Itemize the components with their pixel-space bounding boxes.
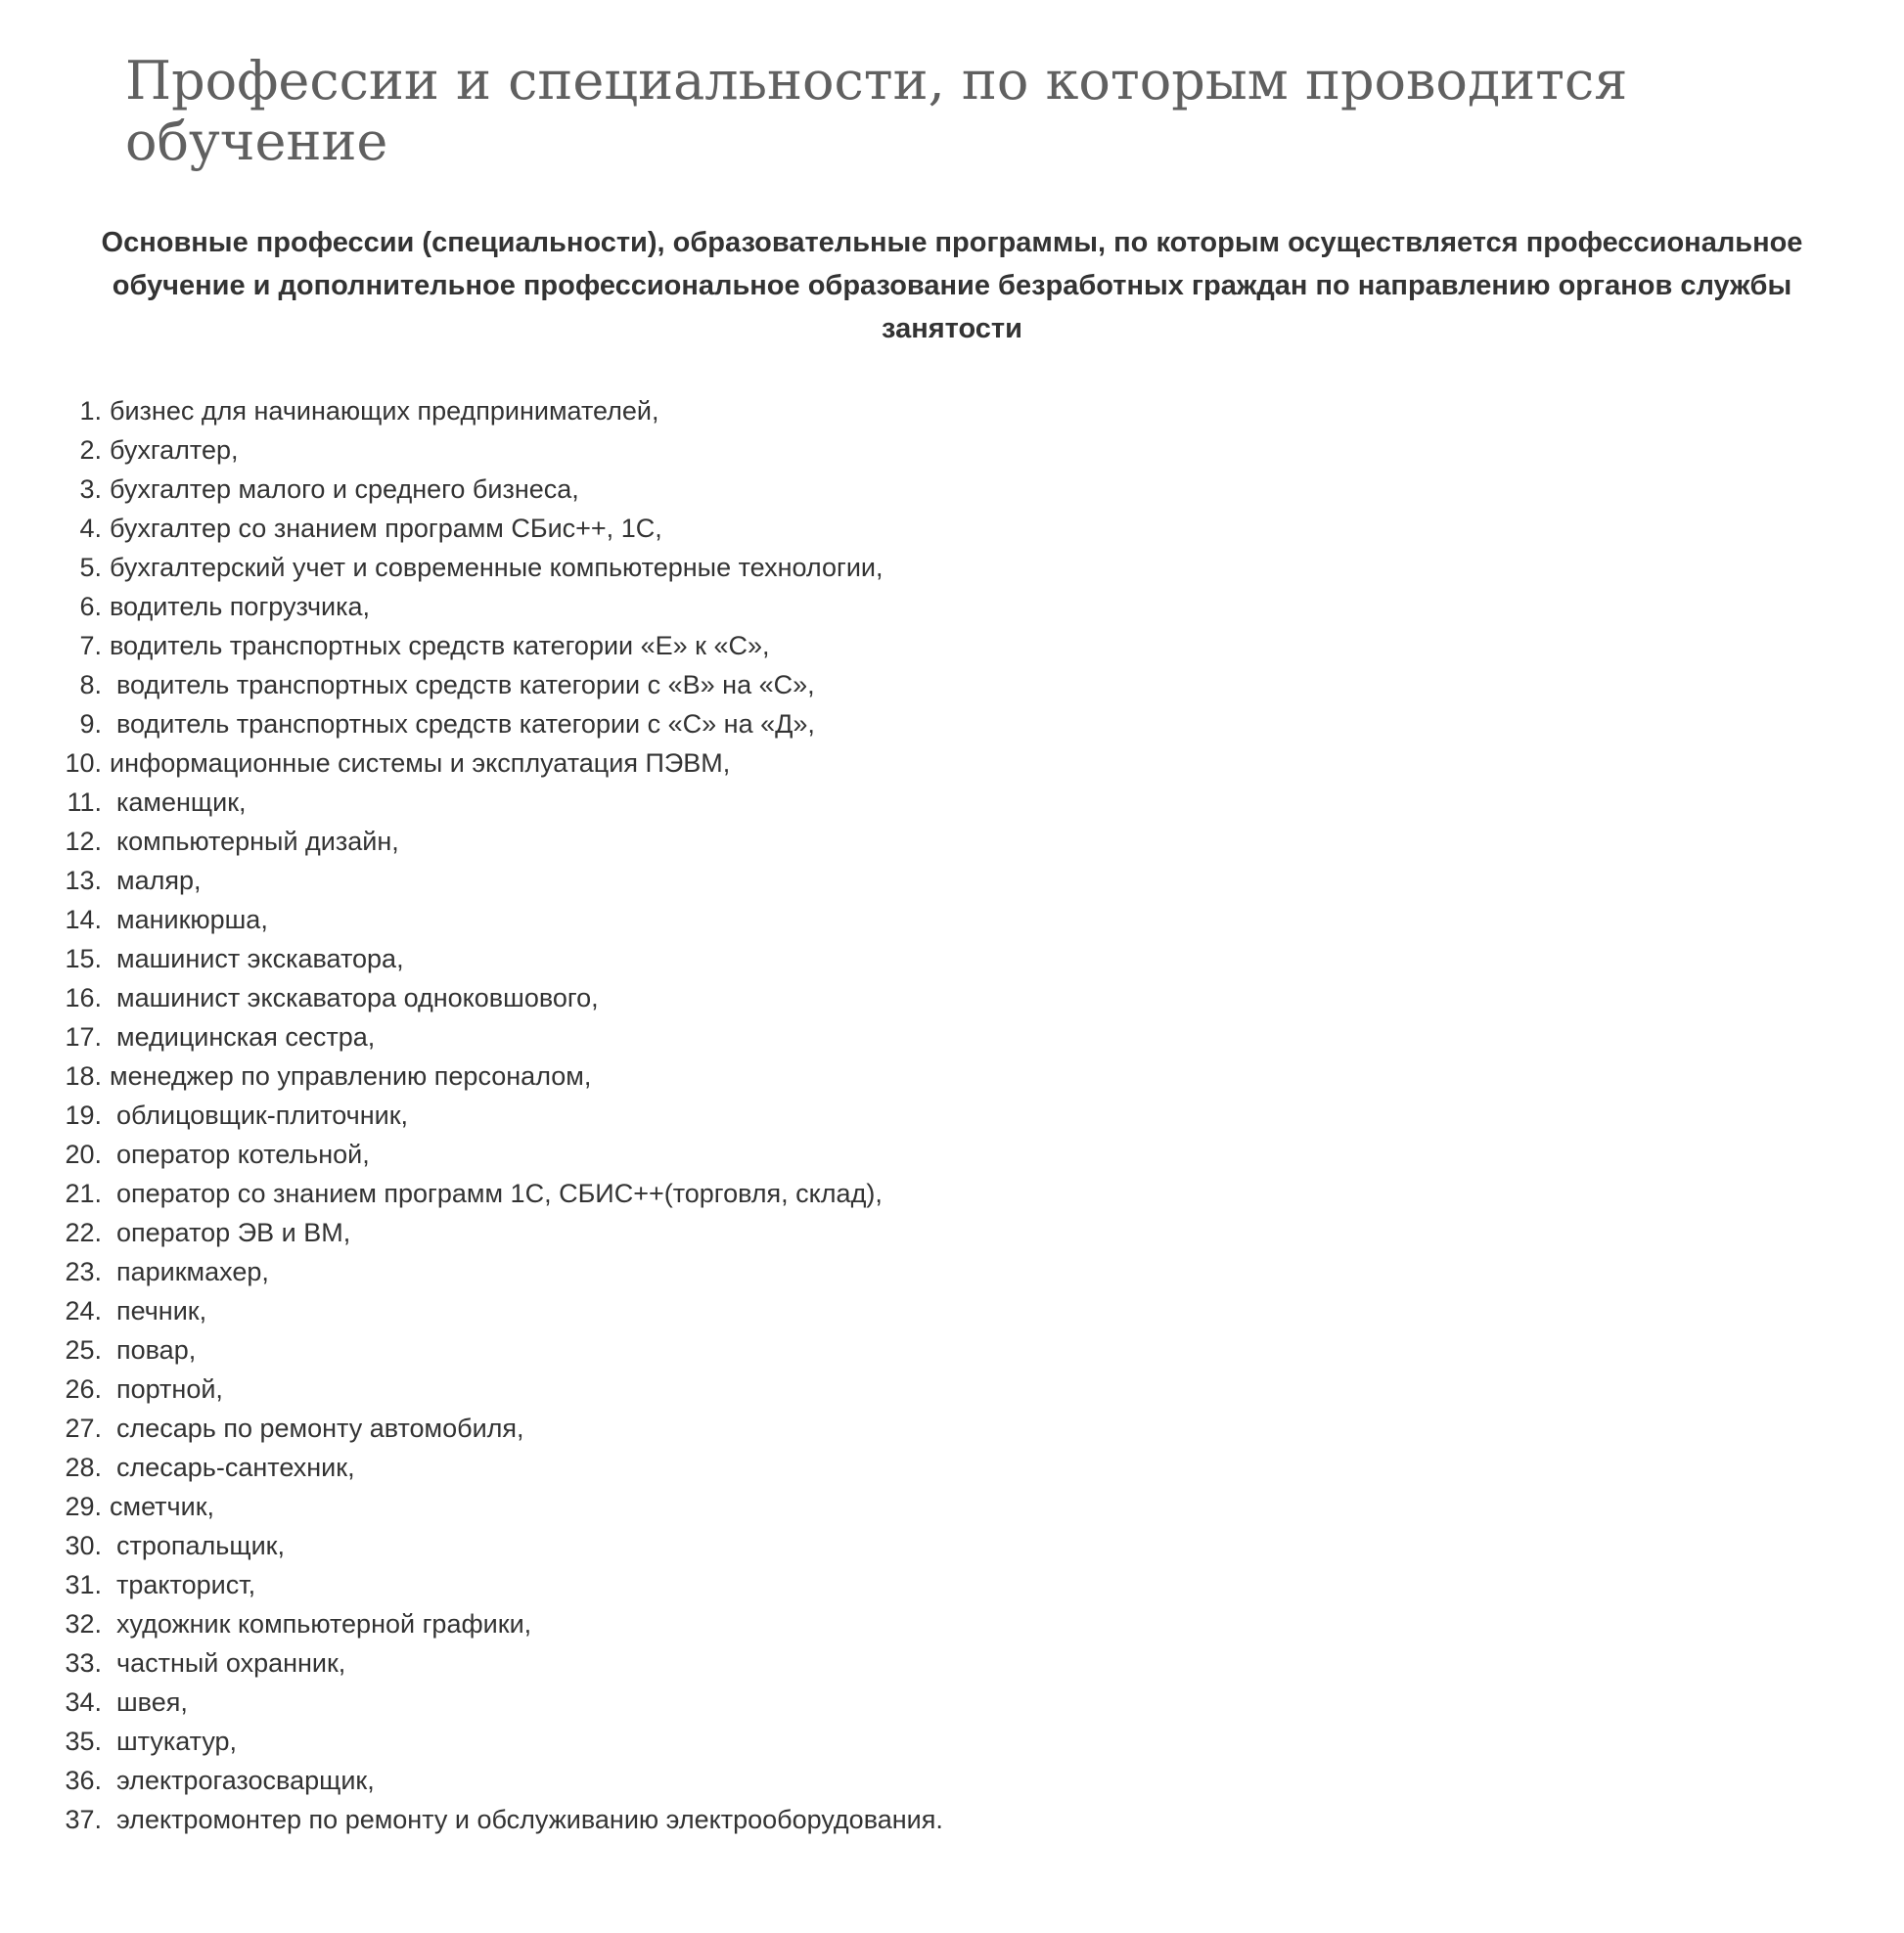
- list-item-number: 37.: [65, 1805, 102, 1834]
- list-item-number: 3.: [79, 474, 102, 504]
- list-item-number: 14.: [65, 905, 102, 934]
- list-item-label: частный охранник,: [116, 1648, 346, 1678]
- list-item-number: 30.: [65, 1531, 102, 1560]
- list-item-label: печник,: [116, 1296, 207, 1326]
- list-item-number: 17.: [65, 1022, 102, 1052]
- list-item-label: менеджер по управлению персоналом,: [110, 1061, 592, 1091]
- list-item-label: водитель погрузчика,: [110, 592, 371, 621]
- list-item-number: 31.: [65, 1570, 102, 1599]
- list-item-label: каменщик,: [116, 787, 247, 817]
- list-item-number: 20.: [65, 1140, 102, 1169]
- list-item-number: 13.: [65, 866, 102, 895]
- list-item-number: 35.: [65, 1727, 102, 1756]
- list-item-label: оператор котельной,: [116, 1140, 370, 1169]
- list-item-label: машинист экскаватора,: [116, 944, 404, 973]
- list-item-number: 19.: [65, 1101, 102, 1130]
- list-item-number: 16.: [65, 983, 102, 1012]
- list-item-label: слесарь по ремонту автомобиля,: [116, 1414, 524, 1443]
- list-item-label: медицинская сестра,: [116, 1022, 376, 1052]
- list-item-label: машинист экскаватора одноковшового,: [116, 983, 599, 1012]
- list-item-label: штукатур,: [116, 1727, 238, 1756]
- list-item-label: стропальщик,: [116, 1531, 285, 1560]
- list-item-number: 5.: [79, 553, 102, 582]
- list-item-label: повар,: [116, 1335, 197, 1365]
- list-item-number: 24.: [65, 1296, 102, 1326]
- list-item-label: оператор со знанием программ 1С, СБИС++(торговля, склад),: [116, 1179, 883, 1208]
- list-item-number: 4.: [79, 514, 102, 543]
- list-item-label: водитель транспортных средств категории «Е» к «С»,: [110, 631, 770, 660]
- list-item-number: 32.: [65, 1609, 102, 1639]
- list-item-number: 7.: [79, 631, 102, 660]
- section-subheading: Основные профессии (специальности), образовательные программы, по которым осуществляется профессиональное обучение и дополнительное профессиональное образование безработных граждан по направлению органов службы занятости: [101, 227, 1803, 344]
- list-item-number: 15.: [65, 944, 102, 973]
- list-item-label: бухгалтер со знанием программ СБис++, 1С,: [110, 514, 662, 543]
- page-title: Профессии и специальности, по которым проводится обучение: [125, 50, 1628, 172]
- list-item-label: электромонтер по ремонту и обслуживанию электрооборудования.: [116, 1805, 943, 1834]
- list-item-number: 10.: [65, 748, 102, 778]
- list-item-number: 8.: [79, 670, 102, 699]
- list-item-label: водитель транспортных средств категории с «В» на «С»,: [116, 670, 815, 699]
- list-item-number: 33.: [65, 1648, 102, 1678]
- list-item-number: 36.: [65, 1766, 102, 1795]
- list-item-label: портной,: [116, 1374, 223, 1404]
- list-item-number: 21.: [65, 1179, 102, 1208]
- list-item-number: 34.: [65, 1687, 102, 1717]
- list-item-label: облицовщик-плиточник,: [116, 1101, 409, 1130]
- list-item-label: швея,: [116, 1687, 188, 1717]
- list-item-label: маникюрша,: [116, 905, 268, 934]
- list-item-number: 11.: [67, 787, 102, 817]
- list-item-label: бизнес для начинающих предпринимателей,: [110, 396, 659, 426]
- list-item-number: 25.: [65, 1335, 102, 1365]
- list-item-label: маляр,: [116, 866, 202, 895]
- list-item-number: 22.: [65, 1218, 102, 1247]
- list-item-label: бухгалтер малого и среднего бизнеса,: [110, 474, 579, 504]
- list-item-label: бухгалтер,: [110, 435, 239, 465]
- list-item-number: 26.: [65, 1374, 102, 1404]
- list-item-label: парикмахер,: [116, 1257, 269, 1286]
- list-item-label: электрогазосварщик,: [116, 1766, 375, 1795]
- list-item-number: 6.: [79, 592, 102, 621]
- list-item-label: тракторист,: [116, 1570, 256, 1599]
- list-item-number: 28.: [65, 1453, 102, 1482]
- list-item-number: 1.: [79, 396, 102, 426]
- list-item-number: 2.: [79, 435, 102, 465]
- list-item-label: художник компьютерной графики,: [116, 1609, 532, 1639]
- list-item-label: информационные системы и эксплуатация ПЭВМ,: [110, 748, 731, 778]
- list-item-label: водитель транспортных средств категории с «С» на «Д»,: [116, 709, 815, 739]
- list-item-label: бухгалтерский учет и современные компьютерные технологии,: [110, 553, 884, 582]
- list-item-number: 23.: [65, 1257, 102, 1286]
- list-item-label: компьютерный дизайн,: [116, 827, 399, 856]
- list-item-label: сметчик,: [110, 1492, 215, 1521]
- list-item-number: 18.: [65, 1061, 102, 1091]
- list-item-label: оператор ЭВ и ВМ,: [116, 1218, 351, 1247]
- list-item-label: слесарь-сантехник,: [116, 1453, 355, 1482]
- list-item-number: 12.: [65, 827, 102, 856]
- list-item-number: 29.: [65, 1492, 102, 1521]
- list-item-number: 9.: [79, 709, 102, 739]
- list-item-number: 27.: [65, 1414, 102, 1443]
